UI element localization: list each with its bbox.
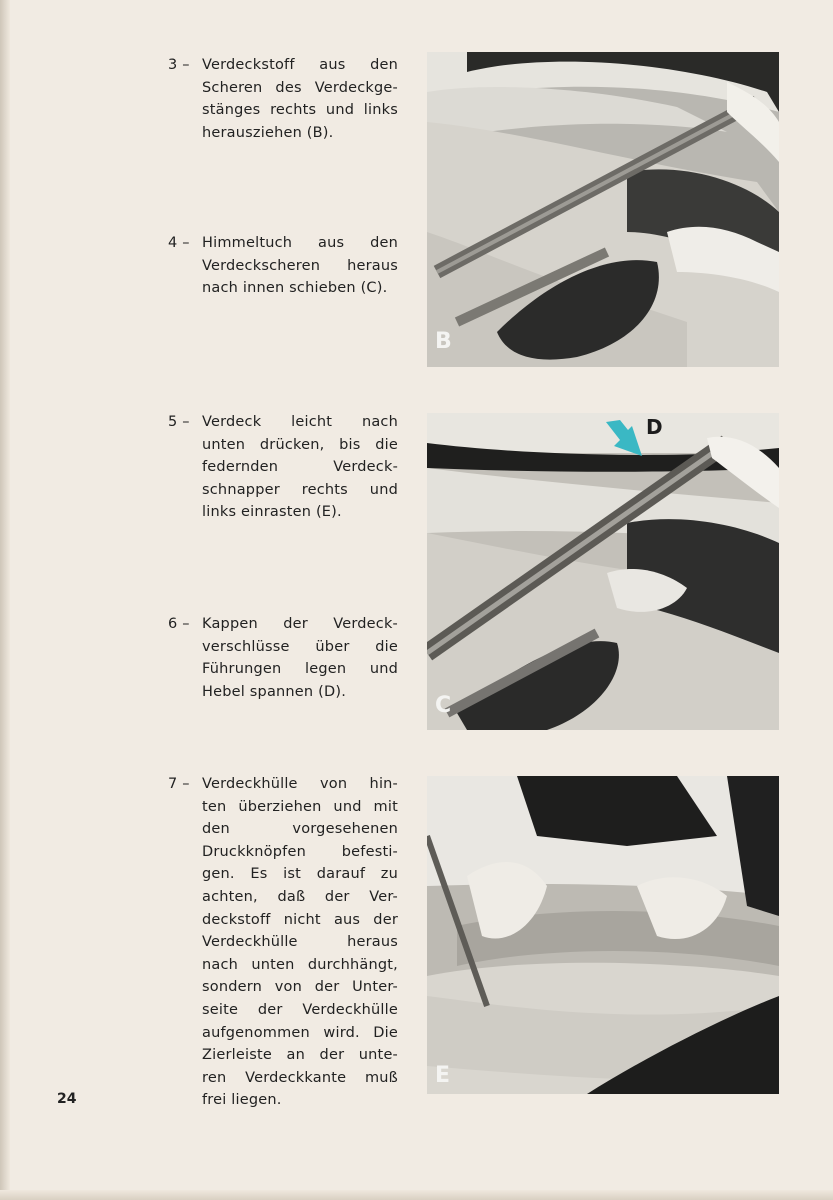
photo-e <box>427 776 779 1094</box>
step-line: ren Verdeckkante muß <box>202 1069 398 1086</box>
page-binding-edge <box>0 0 10 1200</box>
step-6 <box>168 613 398 703</box>
teal-arrow-icon <box>602 416 652 462</box>
photo-c-d <box>427 413 779 730</box>
step-line: Kappen der Verdeck- <box>202 616 398 632</box>
step-line: aufgenommen wird. Die <box>202 1024 398 1041</box>
step-line: frei liegen. <box>202 1092 282 1109</box>
page-bottom-edge <box>0 1190 833 1200</box>
step-number: 6 – <box>168 616 190 632</box>
step-line: schnapper rechts und <box>202 481 398 498</box>
step-line: ten überziehen und mit <box>202 798 398 815</box>
step-line: federnden Verdeck- <box>202 459 398 476</box>
step-text <box>202 232 398 300</box>
step-number: 7 – <box>168 776 190 792</box>
photo-e-image <box>427 776 779 1094</box>
step-line: herausziehen (B). <box>202 124 334 141</box>
photo-label: C <box>435 693 452 718</box>
step-line: links einrasten (E). <box>202 504 342 521</box>
step-line: seite der Verdeckhülle <box>202 1001 398 1018</box>
arrow-label: D <box>646 415 663 439</box>
step-line: stänges rechts und links <box>202 102 398 119</box>
step-text <box>202 613 398 703</box>
step-line: Verdeckhülle von hin- <box>202 776 398 792</box>
step-line: Scheren des Verdeckge- <box>202 79 398 96</box>
step-line: Zierleiste an der unte- <box>202 1047 398 1064</box>
step-line: sondern von der Unter- <box>202 979 398 996</box>
photo-label: B <box>435 329 452 354</box>
step-text <box>202 773 398 1112</box>
step-5 <box>168 411 398 524</box>
photo-b-image <box>427 52 779 367</box>
step-line: Hebel spannen (D). <box>202 683 347 700</box>
step-line: Verdeckstoff aus den <box>202 57 398 73</box>
step-line: Verdeck leicht nach <box>202 414 398 430</box>
photo-b <box>427 52 779 367</box>
step-number: 3 – <box>168 57 190 73</box>
step-text <box>202 54 398 144</box>
step-7 <box>168 773 398 1112</box>
step-number: 4 – <box>168 235 190 251</box>
step-line: den vorgesehenen <box>202 821 398 838</box>
step-text <box>202 411 398 524</box>
step-line: gen. Es ist darauf zu <box>202 866 398 883</box>
step-3 <box>168 54 398 144</box>
photo-label: E <box>435 1063 451 1088</box>
step-line: nach innen schieben (C). <box>202 280 388 297</box>
step-line: unten drücken, bis die <box>202 436 398 453</box>
step-line: deckstoff nicht aus der <box>202 911 398 928</box>
step-line: verschlüsse über die <box>202 638 398 655</box>
step-line: Führungen legen und <box>202 661 398 678</box>
step-number: 5 – <box>168 414 190 430</box>
step-line: Verdeckhülle heraus <box>202 934 398 951</box>
step-line: achten, daß der Ver- <box>202 888 398 905</box>
step-line: nach unten durchhängt, <box>202 956 398 973</box>
step-line: Verdeckscheren heraus <box>202 257 398 274</box>
page-number: 24 <box>57 1091 77 1107</box>
step-line: Himmeltuch aus den <box>202 235 398 251</box>
step-4 <box>168 232 398 300</box>
step-line: Druckknöpfen befesti- <box>202 843 398 860</box>
